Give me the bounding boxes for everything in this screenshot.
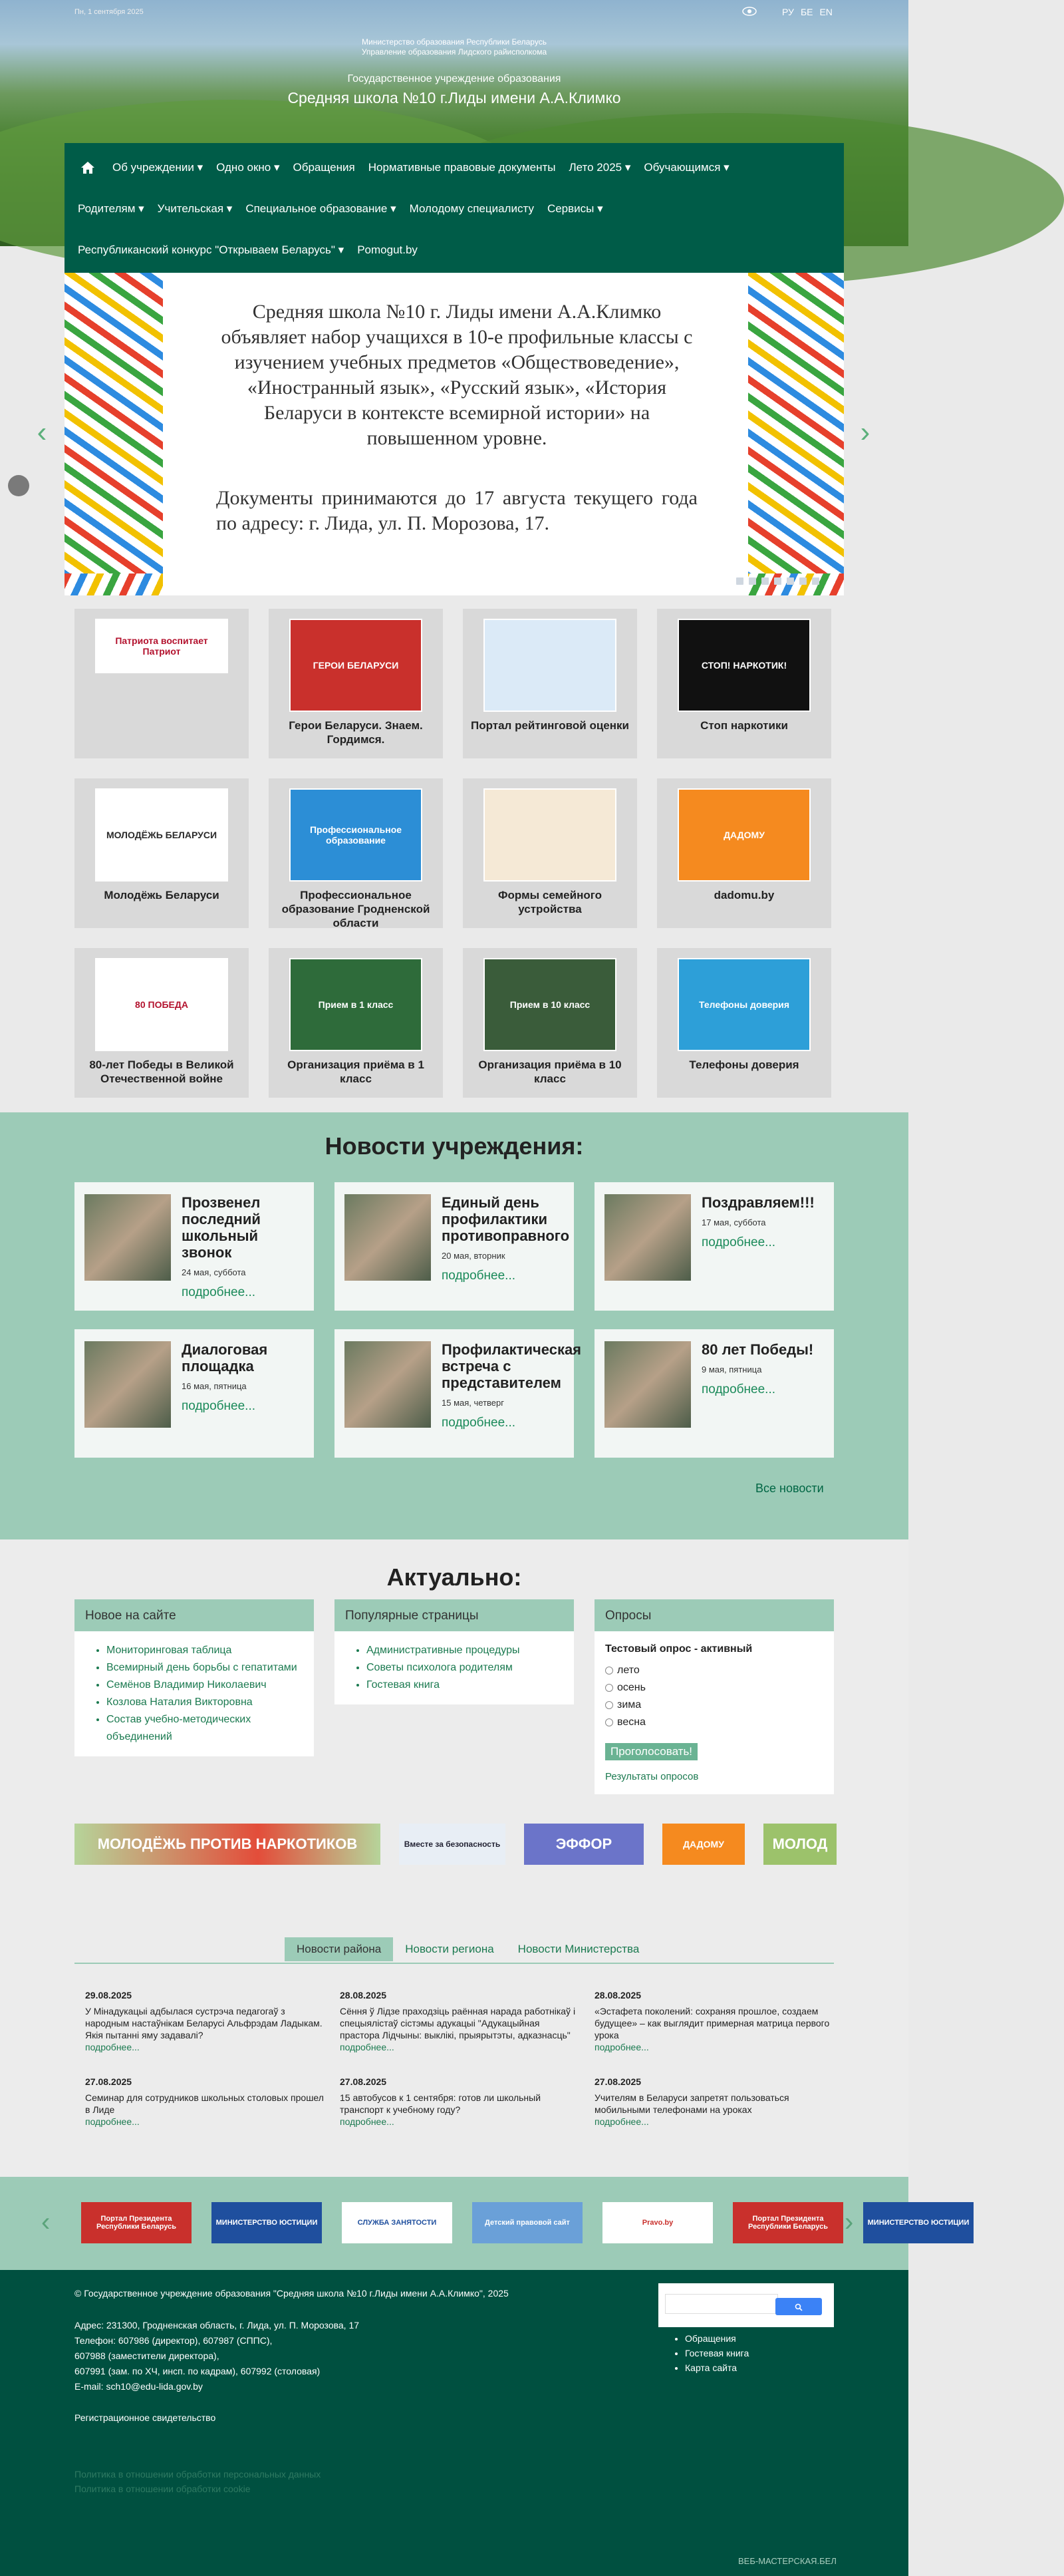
strip-banner[interactable]: МОЛОД: [763, 1824, 837, 1865]
all-news-link[interactable]: Все новости: [755, 1482, 824, 1495]
poll-option-label: осень: [617, 1682, 646, 1693]
paperclips-decoration: [65, 273, 163, 595]
nav-summer[interactable]: Лето 2025 ▾: [569, 161, 631, 174]
banner-image: Прием в 10 класс: [483, 958, 616, 1051]
list-item[interactable]: • Семёнов Владимир Николаевич: [106, 1677, 303, 1694]
org-type: Государственное учреждение образования: [347, 73, 561, 84]
district-news-item: [595, 2076, 836, 2128]
poll-option[interactable]: [605, 1679, 823, 1696]
accessibility-icon[interactable]: [8, 475, 29, 496]
district-more-link[interactable]: подробнее...: [595, 2042, 649, 2052]
district-news-date: 28.08.2025: [340, 1990, 387, 2001]
news-date: 17 мая, суббота: [702, 1217, 766, 1227]
news-date: 20 мая, вторник: [442, 1251, 505, 1261]
language-switcher: [782, 7, 833, 17]
lang-ru[interactable]: РУ: [782, 7, 794, 17]
footer-link-appeals[interactable]: • Обращения: [685, 2331, 749, 2346]
banner-tile[interactable]: [657, 948, 831, 1098]
news-photo[interactable]: [344, 1341, 431, 1428]
home-icon[interactable]: [80, 161, 95, 174]
partner-logo[interactable]: Портал Президента Республики Беларусь: [733, 2202, 843, 2243]
slider-dot[interactable]: [761, 577, 769, 585]
strip-banner[interactable]: Вместе за безопасность: [399, 1824, 505, 1865]
list-item[interactable]: • Советы психолога родителям: [366, 1659, 563, 1677]
partner-logos: [81, 2202, 974, 2243]
district-more-link[interactable]: подробнее...: [340, 2042, 394, 2052]
news-title: Новости учреждения:: [325, 1132, 584, 1160]
district-news-text[interactable]: Семинар для сотрудников школьных столовых прошел в Лиде: [85, 2092, 324, 2115]
banner-image: [483, 619, 616, 712]
news-card[interactable]: [74, 1329, 314, 1458]
slider-dot[interactable]: [774, 577, 781, 585]
district-news-date: 27.08.2025: [595, 2076, 642, 2087]
news-section: [0, 1112, 908, 1539]
radio-button[interactable]: [605, 1667, 613, 1675]
slider-dot[interactable]: [736, 577, 743, 585]
news-photo[interactable]: [84, 1194, 171, 1281]
slider-prev-button[interactable]: ‹: [37, 416, 47, 448]
banner-strip: [74, 1824, 834, 1865]
news-date: 15 мая, четверг: [442, 1398, 504, 1408]
news-more-link[interactable]: подробнее...: [442, 1416, 516, 1430]
banner-grid: [74, 609, 834, 1098]
district-news-date: 28.08.2025: [595, 1990, 642, 2001]
news-title[interactable]: Диалоговая площадка: [182, 1341, 268, 1374]
banner-image: Телефоны доверия: [678, 958, 811, 1051]
news-photo[interactable]: [604, 1194, 691, 1281]
banner-image: Профессиональное образование: [289, 788, 422, 882]
poll-option-label: лето: [617, 1665, 640, 1676]
banner-label: Телефоны доверия: [689, 1058, 799, 1071]
slide-text[interactable]: Средняя школа №10 г. Лиды имени А.А.Климко объявляет набор учащихся в 10-е профильные классы с изучением учебных предметов «Обществоведение», «Иностранный язык», «Русский язык», «История Беларуси в контексте всемирной истории» на повышенном уровне.: [221, 301, 693, 449]
banner-image: СТОП! НАРКОТИК!: [678, 619, 811, 712]
news-more-link[interactable]: подробнее...: [702, 1235, 776, 1249]
district-more-link[interactable]: подробнее...: [595, 2116, 649, 2127]
slide-text-2[interactable]: Документы принимаются до 17 августа текущего года по адресу: г. Лида, ул. П. Морозова, 17.: [216, 487, 698, 534]
lang-be[interactable]: БЕ: [800, 7, 813, 17]
banner-label: Профессиональное образование Гродненской области: [281, 889, 430, 929]
footer-policies: [74, 2467, 321, 2496]
nav-docs[interactable]: Нормативные правовые документы: [368, 161, 556, 174]
eye-icon[interactable]: [742, 7, 757, 16]
banner-label: Формы семейного устройства: [498, 889, 602, 915]
district-news-text[interactable]: У Мінадукацыі адбылася сустрэча педагогаў з народным настаўнікам Беларусі Альфрэдам Ладыкам. Якія пытанні яму задавалі?: [85, 2006, 323, 2040]
news-date: 16 мая, пятница: [182, 1381, 247, 1391]
slider-next-button[interactable]: ›: [860, 416, 870, 448]
banner-tile[interactable]: [463, 778, 637, 928]
district-news-text[interactable]: Сёння ў Лідзе праходзіць раённая нарада работнікаў і спецыялістаў сістэмы адукацыі "Адукацыйная прастора Лідчыны: выклікі, прыярытэты, адказнасць": [340, 2006, 576, 2040]
slider-dot[interactable]: [749, 577, 756, 585]
district-news-item: [340, 1989, 581, 2053]
partners-carousel: [0, 2177, 970, 2270]
school-name[interactable]: Средняя школа №10 г.Лиды имени А.А.Климко: [287, 89, 621, 106]
registration-link[interactable]: Регистрационное свидетельство: [74, 2412, 216, 2423]
popular-pages-list: [334, 1631, 574, 1704]
tab-region[interactable]: Новости региона: [405, 1943, 494, 1955]
polls-title: Опросы: [595, 1599, 834, 1631]
district-news-text[interactable]: «Эстафета поколений: сохраняя прошлое, создаем будущее» – как выглядит примерная матрица первого урока: [595, 2006, 830, 2040]
ministry-text: Министерство образования Республики Беларусь Управление образования Лидского райисполкома: [361, 37, 547, 57]
banner-label: 80-лет Победы в Великой Отечественной войне: [89, 1058, 234, 1085]
nav-one-window[interactable]: Одно окно ▾: [216, 161, 280, 174]
search-button[interactable]: [775, 2298, 822, 2315]
poll-question: Тестовый опрос - активный: [605, 1643, 753, 1655]
news-title[interactable]: Поздравляем!!!: [702, 1194, 815, 1211]
poll-option-label: зима: [617, 1699, 642, 1710]
new-on-site-title: Новое на сайте: [74, 1599, 314, 1631]
banner-image: 80 ПОБЕДА: [95, 958, 228, 1051]
tabs-divider: [74, 1963, 834, 1964]
radio-button[interactable]: [605, 1718, 613, 1726]
footer-contacts: Адрес: 231300, Гродненская область, г. Лида, ул. П. Морозова, 17 Телефон: 607986 (директор), 607987 (СППС), 607988 (заместители директора), 607991 (зам. по ХЧ, инсп. по кадрам), 607992 (столовая) E-mail: sch10@edu-lida.gov.by: [74, 2320, 360, 2392]
list-item[interactable]: • Козлова Наталия Викторовна: [106, 1694, 303, 1711]
banner-label: Портал рейтинговой оценки: [471, 719, 629, 732]
nav-students[interactable]: Обучающимся ▾: [644, 161, 730, 174]
footer-links: [685, 2331, 749, 2375]
news-title[interactable]: 80 лет Победы!: [702, 1341, 814, 1358]
strip-banner[interactable]: ЭФФОР: [524, 1824, 644, 1865]
district-more-link[interactable]: подробнее...: [85, 2116, 140, 2127]
list-item[interactable]: • Гостевая книга: [366, 1677, 563, 1694]
news-date: 9 мая, пятница: [702, 1365, 762, 1374]
banner-image: Патриота воспитает Патриот: [95, 619, 228, 673]
popular-pages-block: [334, 1599, 574, 1704]
nav-parents[interactable]: Родителям ▾: [78, 202, 144, 215]
poll-option-label: весна: [617, 1716, 646, 1728]
news-title[interactable]: Профилактическая встреча с представителем: [442, 1341, 582, 1391]
new-on-site-list: [74, 1631, 314, 1756]
developer-link[interactable]: ВЕБ-МАСТЕРСКАЯ.БЕЛ: [738, 2556, 837, 2566]
list-item[interactable]: • Мониторинговая таблица: [106, 1642, 303, 1659]
list-item[interactable]: • Состав учебно-методических объединений: [106, 1711, 303, 1746]
news-more-link[interactable]: подробнее...: [442, 1269, 516, 1283]
nav-appeals[interactable]: Обращения: [293, 161, 355, 174]
banner-tile[interactable]: [74, 948, 249, 1098]
partner-logo[interactable]: МИНИСТЕРСТВО ЮСТИЦИИ: [863, 2202, 974, 2243]
tab-ministry[interactable]: Новости Министерства: [517, 1943, 640, 1955]
news-card[interactable]: [595, 1329, 834, 1458]
district-news: [0, 1911, 908, 2177]
nav-special[interactable]: Специальное образование ▾: [245, 202, 396, 215]
district-news-text[interactable]: Учителям в Беларуси запретят пользоваться мобильными телефонами на уроках: [595, 2092, 789, 2115]
news-photo[interactable]: [84, 1341, 171, 1428]
radio-button[interactable]: [605, 1684, 613, 1692]
search-box: [658, 2283, 834, 2327]
district-news-item: [85, 2076, 327, 2128]
partners-prev-button[interactable]: ‹: [41, 2207, 51, 2237]
slider-dot[interactable]: [799, 577, 807, 585]
district-news-date: 27.08.2025: [340, 2076, 387, 2087]
news-card[interactable]: [334, 1182, 574, 1311]
district-news-grid: [85, 1989, 837, 2128]
news-more-link[interactable]: подробнее...: [182, 1285, 256, 1299]
radio-button[interactable]: [605, 1701, 613, 1709]
district-news-date: 29.08.2025: [85, 1990, 132, 2001]
banner-image: ГЕРОИ БЕЛАРУСИ: [289, 619, 422, 712]
footer: [0, 2270, 908, 2576]
partner-logo[interactable]: Портал Президента Республики Беларусь: [81, 2202, 192, 2243]
top-bar: [0, 0, 908, 27]
popular-pages-title: Популярные страницы: [334, 1599, 574, 1631]
banner-image: ДАДОМУ: [678, 788, 811, 882]
banner-tile[interactable]: [463, 609, 637, 758]
partners-next-button[interactable]: ›: [845, 2207, 854, 2237]
poll-results-link[interactable]: Результаты опросов: [605, 1771, 699, 1782]
main-nav: [65, 143, 844, 273]
news-title[interactable]: Прозвенел последний школьный звонок: [182, 1194, 261, 1261]
slider-dot[interactable]: [787, 577, 794, 585]
nav-young-specialist[interactable]: Молодому специалисту: [409, 202, 534, 215]
slider-dots: [736, 577, 819, 585]
banner-label: Стоп наркотики: [700, 719, 788, 732]
cookie-policy-link[interactable]: Политика в отношении обработки cookie: [74, 2484, 251, 2494]
news-photo[interactable]: [604, 1341, 691, 1428]
slider: [65, 273, 844, 595]
slider-dot[interactable]: [812, 577, 819, 585]
partner-logo[interactable]: МИНИСТЕРСТВО ЮСТИЦИИ: [211, 2202, 322, 2243]
banner-label: Молодёжь Беларуси: [104, 889, 219, 901]
district-more-link[interactable]: подробнее...: [85, 2042, 140, 2052]
paperclips-decoration: [745, 273, 844, 595]
banner-tile[interactable]: [269, 609, 443, 758]
district-news-text[interactable]: 15 автобусов к 1 сентября: готов ли школьный транспорт к учебному году?: [340, 2092, 541, 2115]
banner-tile[interactable]: [269, 778, 443, 928]
partner-logo[interactable]: Детский правовой сайт: [472, 2202, 583, 2243]
poll-option[interactable]: [605, 1662, 823, 1679]
news-grid: [74, 1182, 834, 1458]
list-item[interactable]: • Всемирный день борьбы с гепатитами: [106, 1659, 303, 1677]
new-on-site-block: [74, 1599, 314, 1756]
district-tabs: [285, 1937, 651, 1961]
actual-title: Актуально:: [386, 1563, 522, 1591]
news-card[interactable]: [595, 1182, 834, 1311]
news-title[interactable]: Единый день профилактики противоправного: [442, 1194, 570, 1244]
banner-tile[interactable]: [269, 948, 443, 1098]
district-more-link[interactable]: подробнее...: [340, 2116, 394, 2127]
partner-logo[interactable]: СЛУЖБА ЗАНЯТОСТИ: [342, 2202, 452, 2243]
partner-logo[interactable]: Pravo.by: [602, 2202, 713, 2243]
footer-copyright: © Государственное учреждение образования "Средняя школа №10 г.Лиды имени А.А.Климко", 2025: [74, 2288, 509, 2299]
banner-image: [483, 788, 616, 882]
news-photo[interactable]: [344, 1194, 431, 1281]
banner-image: Прием в 1 класс: [289, 958, 422, 1051]
district-news-item: [85, 1989, 327, 2053]
banner-label: Организация приёма в 10 класс: [478, 1058, 622, 1085]
nav-teachers[interactable]: Учительская ▾: [157, 202, 233, 215]
nav-contest[interactable]: Республиканский конкурс "Открываем Беларусь" ▾: [78, 243, 344, 256]
lang-en[interactable]: EN: [819, 7, 833, 17]
district-news-item: [595, 1989, 836, 2053]
tab-district[interactable]: Новости района: [285, 1937, 393, 1961]
search-input[interactable]: [665, 2294, 778, 2314]
footer-link-sitemap[interactable]: • Карта сайта: [685, 2360, 749, 2375]
banner-tile[interactable]: [657, 778, 831, 928]
current-date: Пн, 1 сентября 2025: [74, 8, 144, 16]
district-news-date: 27.08.2025: [85, 2076, 132, 2087]
banner-tile[interactable]: [463, 948, 637, 1098]
nav-about[interactable]: Об учреждении ▾: [112, 161, 203, 174]
news-more-link[interactable]: подробнее...: [702, 1382, 776, 1396]
banner-tile[interactable]: [74, 609, 249, 758]
nav-pomogut[interactable]: Pomogut.by: [357, 243, 418, 256]
vote-button[interactable]: Проголосовать!: [605, 1743, 698, 1760]
polls-block: [595, 1599, 834, 1794]
news-card[interactable]: [334, 1329, 582, 1458]
news-card[interactable]: [74, 1182, 314, 1311]
strip-banner[interactable]: МОЛОДЁЖЬ ПРОТИВ НАРКОТИКОВ: [74, 1824, 380, 1865]
strip-banner[interactable]: ДАДОМУ: [662, 1824, 745, 1865]
banner-label: Организация приёма в 1 класс: [287, 1058, 424, 1085]
list-item[interactable]: • Административные процедуры: [366, 1642, 563, 1659]
search-icon: [795, 2303, 803, 2311]
district-news-item: [340, 2076, 581, 2128]
nav-services[interactable]: Сервисы ▾: [547, 202, 603, 215]
poll-option[interactable]: [605, 1714, 823, 1731]
banner-image: МОЛОДЁЖЬ БЕЛАРУСИ: [95, 788, 228, 882]
poll-option[interactable]: [605, 1696, 823, 1714]
news-more-link[interactable]: подробнее...: [182, 1399, 256, 1413]
banner-label: Герои Беларуси. Знаем. Гордимся.: [289, 719, 423, 746]
footer-link-guestbook[interactable]: • Гостевая книга: [685, 2346, 749, 2360]
banner-label: dadomu.by: [714, 889, 775, 901]
news-date: 24 мая, суббота: [182, 1267, 246, 1277]
banner-tile[interactable]: [657, 609, 831, 758]
privacy-policy-link[interactable]: Политика в отношении обработки персональных данных: [74, 2469, 321, 2480]
banner-tile[interactable]: [74, 778, 249, 928]
